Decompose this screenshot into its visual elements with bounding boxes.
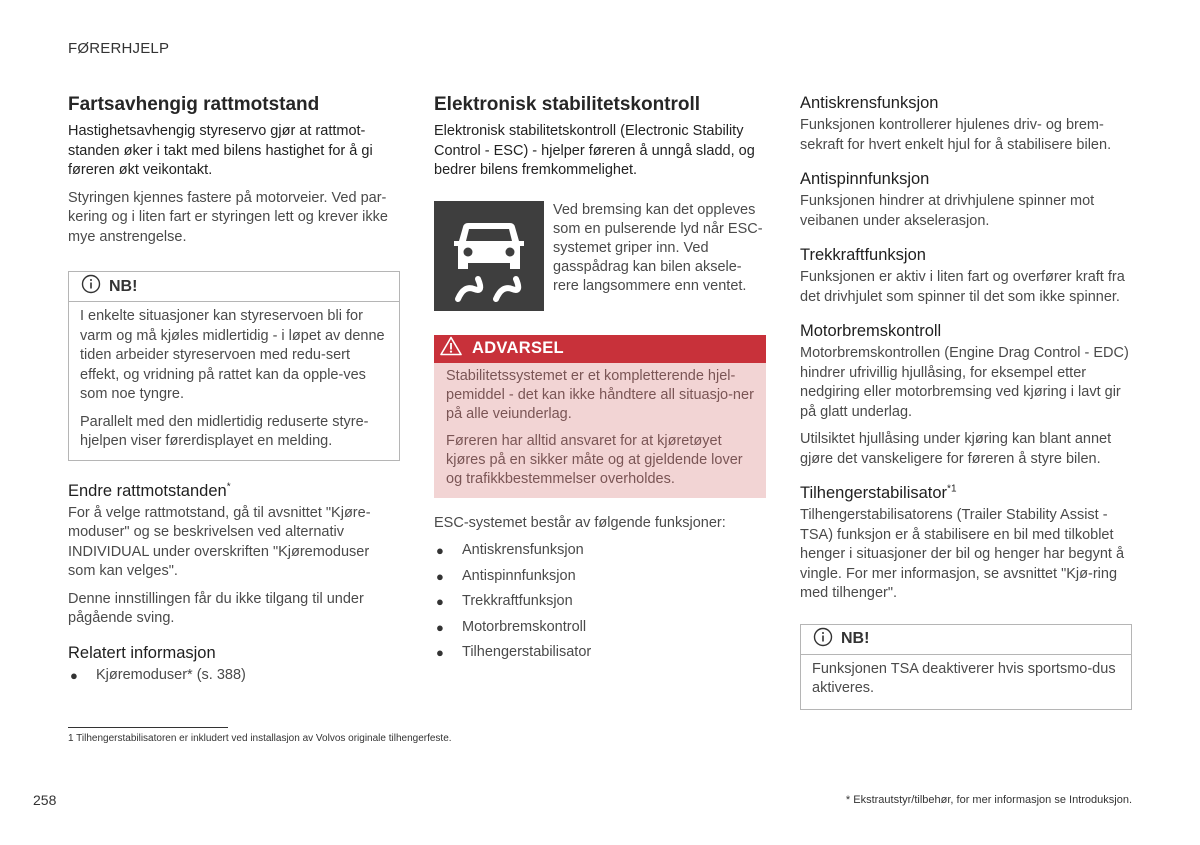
- paragraph: Motorbremskontrollen (Engine Drag Control - EDC) hindrer ufrivillig hjullåsing, for eksempel etter nedgiring eller motorbremsing ved kjøring i lavt gir på glatt underlag.: [800, 345, 1129, 420]
- list-item: ● Tilhengerstabilisator: [436, 644, 592, 660]
- paragraph: Funksjonen kontrollerer hjulenes driv- og brem-sekraft for hvert enkelt hjul for å stabilisere bilen.: [800, 117, 1112, 153]
- lead-paragraph: Elektronisk stabilitetskontroll (Electronic Stability Control - ESC) - hjelper føreren å unngå sladd, og bedrer bilens fremkommelighet.: [434, 123, 755, 178]
- note-text: I enkelte situasjoner kan styreservoen bli for varm og må kjøles midlertidig - i løpet av denne tiden arbeider styreservoen med redu-sert effekt, og vridning på rattet kan da opple-ves som noe tyngre.: [80, 308, 385, 402]
- note-text: Funksjonen TSA deaktiverer hvis sportsmo-dus aktiveres.: [812, 660, 1116, 696]
- esc-icon-row: [434, 201, 766, 311]
- note-box: [800, 624, 1132, 710]
- related-link[interactable]: ● Kjøremoduser* (s. 388): [70, 666, 246, 683]
- warning-body: [434, 363, 766, 498]
- column-2: [434, 93, 766, 669]
- esc-skid-icon: [434, 201, 544, 311]
- note-header: [69, 272, 399, 302]
- note-box: [68, 271, 400, 461]
- list-item: ● Antispinnfunksjon: [436, 567, 576, 584]
- info-icon: [813, 627, 833, 652]
- heading-antispinnfunksjon: Antispinnfunksjon: [800, 170, 930, 188]
- warning-box: [434, 335, 766, 498]
- paragraph: Funksjonen er aktiv i liten fart og overfører kraft fra det drivhjulet som spinner til det som ikke spinner.: [800, 269, 1125, 305]
- note-text: Parallelt med den midlertidig reduserte styre-hjelpen viser førerdisplayet en melding.: [80, 413, 369, 449]
- warning-title: ADVARSEL: [472, 339, 564, 357]
- heading-relatert-informasjon: Relatert informasjon: [68, 643, 216, 662]
- footnote: 1 Tilhengerstabilisatoren er inkludert ved installasjon av Volvos originale tilhengerfeste.: [68, 733, 452, 744]
- related-list: [68, 666, 400, 686]
- paragraph: Tilhengerstabilisatorens (Trailer Stability Assist - TSA) funksjon er å stabilisere en bil med tilkoblet henger i situasjoner der bil og henger har begynt å vingle. For mer informasjon, se avsnittet "Kjø-ring med tilhenger".: [800, 507, 1125, 601]
- list-item: ● Motorbremskontroll: [436, 618, 587, 635]
- column-1: [68, 93, 400, 691]
- heading-motorbremskontroll: Motorbremskontroll: [800, 322, 942, 340]
- paragraph: Utilsiktet hjullåsing under kjøring kan blant annet gjøre det vanskeligere for føreren å styre bilen.: [800, 431, 1112, 467]
- list-item: ● Trekkraftfunksjon: [436, 593, 573, 609]
- note-title: NB!: [109, 277, 138, 295]
- footer-note: * Ekstrautstyr/tilbehør, for mer informasjon se Introduksjon.: [845, 794, 1132, 806]
- warning-triangle-icon: [440, 336, 462, 361]
- paragraph: Styringen kjennes fastere på motorveier. Ved par-kering og i liten fart er styringen lett og krever ikke mye anstrengelse.: [68, 189, 388, 245]
- note-body: [69, 302, 399, 460]
- note-body: [801, 655, 1131, 709]
- list-intro: ESC-systemet består av følgende funksjoner:: [434, 514, 726, 531]
- footnote-divider: [68, 727, 228, 728]
- info-icon: [81, 274, 101, 299]
- page-number: 258: [33, 792, 57, 808]
- warning-text: Stabilitetssystemet er et kompletterende hjel-pemiddel - det kan ikke håndtere all situasjo-ner på alle veiunderlag.: [446, 367, 754, 422]
- note-header: [801, 625, 1131, 655]
- column-3: [800, 93, 1132, 710]
- paragraph: Funksjonen hindrer at drivhjulene spinner mot veibanen under akselerasjon.: [800, 193, 1095, 229]
- heading-tilhengerstabilisator: Tilhengerstabilisator$^{*1}$: [800, 483, 957, 502]
- heading-antiskrensfunksjon: Antiskrensfunksjon: [800, 94, 939, 112]
- list-item: ● Antiskrensfunksjon: [436, 542, 584, 558]
- section-label: FØRERHJELP: [68, 40, 170, 57]
- lead-paragraph: Hastighetsavhengig styreservo gjør at rattmot-standen øker i takt med bilens hastighet for å gi føreren økt veikontakt.: [68, 123, 373, 178]
- heading-esc: Elektronisk stabilitetskontroll: [434, 94, 701, 115]
- esc-function-list: [434, 541, 766, 663]
- note-title: NB!: [841, 630, 870, 647]
- heading-trekkraftfunksjon: Trekkraftfunksjon: [800, 246, 926, 264]
- warning-text: Føreren har alltid ansvaret for at kjøretøyet kjøres på en sikker måte og at gjeldende lover og trafikkbestemmelser overholdes.: [446, 432, 743, 487]
- esc-icon-description: Ved bremsing kan det oppleves som en pulserende lyd når ESC-systemet griper inn. Ved gasspådrag kan bilen aksele-rere langsommere enn ventet.: [553, 201, 763, 294]
- heading-endre-rattmotstanden: Endre rattmotstanden*: [68, 481, 231, 500]
- paragraph: Denne innstillingen får du ikke tilgang til under pågående sving.: [68, 590, 364, 626]
- paragraph: For å velge rattmotstand, gå til avsnittet "Kjøre-moduser" og se beskrivelsen ved alternativ INDIVIDUAL under overskriften "Kjøremoduser som kan velges".: [68, 504, 371, 579]
- heading-fartsavhengig: Fartsavhengig rattmotstand: [68, 94, 320, 115]
- warning-header: [434, 335, 766, 363]
